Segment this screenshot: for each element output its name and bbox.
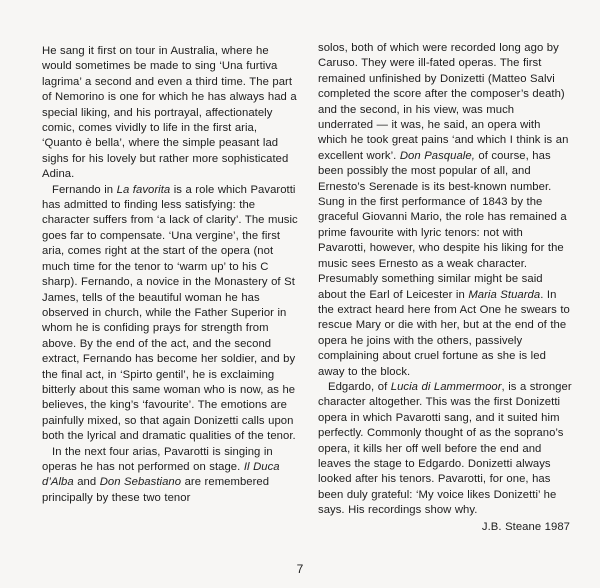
paragraph-ill-fated-operas: solos, both of which were recorded long ago by Caruso. They were ill-fated operas. The first remained unfinished by Donizetti (Matteo Salvi completed the score after the composer’s death) and the second, in his view, was much underrated — it was, he said, an opera with which he took great pains ‘and which I think is an excellent work’. Don Pasquale, of course, has been possibly the most popular of all, and Ernesto’s Serenade is its best-known number. Sung in the first performance of 1843 by the graceful Giovanni Mario, the role has remained a prime favourite with lyric tenors: not with Pavarotti, however, who despite his liking for the music sees Ernesto as a weak character. Presumably something similar might be said about the Earl of Leicester in Maria Stuarda. In the extract heard here from Act One he swears to rescue Mary or die with her, but at the end of the opera he joins with the others, passively complaining about cruel fortune as she is led away to the block.: [318, 42, 570, 378]
paragraph-la-favorita: Fernando in La favorita is a role which Pavarotti has admitted to finding less satisfying: the character suffers from ‘a lack of clarity’. The music goes far to compensate. ‘Una vergine’, the first aria, comes right at the start of the opera (not much time for the tenor to ‘warm up’ to his C sharp). Fernando, a novice in the Monastery of St James, tells of the beautiful woman he has observed in church, while the Father Superior in whom he is confiding prays for strength from above. By the end of the act, and the second extract, Fernando has become her soldier, and by the final act, in ‘Spirto gentil’, he is exclaiming bitterly about this same woman who is now, as he believes, the king’s ‘favourite’. The emotions are painfully mixed, so that again Donizetti calls upon both the lyrical and dramatic qualities of the tenor.: [42, 183, 298, 443]
right-column: [318, 41, 572, 535]
opera-title: Don Pasquale,: [399, 149, 475, 162]
opera-title: Don Sebastiano: [99, 476, 182, 489]
left-column: [42, 44, 300, 506]
opera-title: La favorita: [116, 183, 171, 196]
paragraph-four-arias: In the next four arias, Pavarotti is singing in operas he has not performed on stage. Il Duca d’Alba and Don Sebastiano are remembered principally by these two tenor: [42, 445, 280, 504]
opera-title: Maria Stuarda: [468, 288, 541, 301]
opera-title: Il Duca d’Alba: [42, 460, 280, 489]
page-number: 7: [296, 562, 304, 576]
author-signature: J.B. Steane 1987: [481, 520, 570, 533]
opera-title: Lucia di Lammermoor: [390, 380, 502, 393]
paragraph-edgardo: Edgardo, of Lucia di Lammermoor, is a stronger character altogether. This was the first Donizetti opera in which Pavarotti sang, and it suited him perfectly. Commonly thought of as the soprano’s opera, it kills her off well before the end and leaves the stage to Edgardo. Donizetti always looked after his tenors. Pavarotti, for one, has been duly grateful: ‘My voice likes Donizetti’ he says. His recordings show why.: [318, 380, 572, 517]
paragraph-nemorino: He sang it first on tour in Australia, where he would sometimes be made to sing ‘Una furtiva lagrima’ a second and even a third time. The part of Nemorino is one for which he has always had a special liking, and his portrayal, affectionately comic, comes vividly to life in the first aria, ‘Quanto è bella’, where the simple peasant lad sighs for his lovely but rather more sophisticated Adina.: [42, 45, 297, 181]
